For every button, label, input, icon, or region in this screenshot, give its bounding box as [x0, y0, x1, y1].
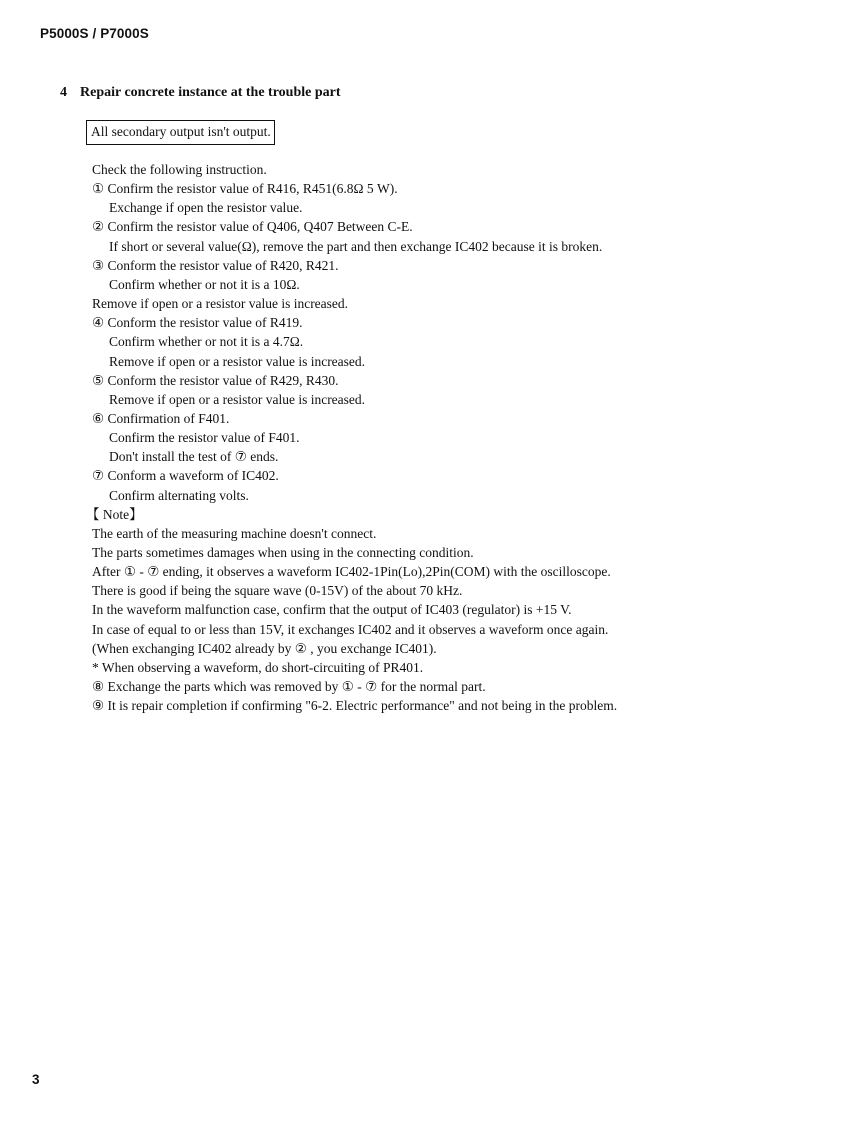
instruction-line: There is good if being the square wave (0-15V) of the about 70 kHz.: [92, 583, 463, 599]
instruction-line: ⑧ Exchange the parts which was removed by ① - ⑦ for the normal part.: [92, 679, 486, 695]
instruction-line: In case of equal to or less than 15V, it exchanges IC402 and it observes a waveform once again.: [92, 621, 609, 637]
section-title: Repair concrete instance at the trouble part: [80, 85, 341, 100]
instruction-line: Remove if open or a resistor value is increased.: [92, 296, 349, 312]
symptom-box: All secondary output isn't output.: [86, 120, 275, 145]
instruction-line: ⑦ Conform a waveform of IC402.: [92, 468, 279, 484]
instruction-line: Exchange if open the resistor value.: [109, 200, 303, 216]
instruction-line: Don't install the test of ⑦ ends.: [109, 449, 279, 465]
instruction-line: ③ Conform the resistor value of R420, R421.: [92, 257, 339, 273]
model-header: P5000S / P7000S: [40, 26, 149, 41]
instruction-line: ⑥ Confirmation of F401.: [92, 410, 230, 426]
instruction-line: ⑨ It is repair completion if confirming "6-2. Electric performance" and not being in the problem.: [92, 698, 618, 714]
instruction-line: If short or several value(Ω), remove the part and then exchange IC402 because it is broken.: [109, 238, 603, 254]
instruction-line: Confirm the resistor value of F401.: [109, 430, 300, 446]
instruction-line: ② Confirm the resistor value of Q406, Q407 Between C-E.: [92, 219, 413, 235]
instruction-line: The parts sometimes damages when using in the connecting condition.: [92, 545, 474, 560]
instruction-line: The earth of the measuring machine doesn't connect.: [92, 525, 377, 541]
instruction-line: Check the following instruction.: [92, 162, 267, 177]
instruction-line: * When observing a waveform, do short-circuiting of PR401.: [92, 659, 424, 675]
instruction-line: (When exchanging IC402 already by ② , you exchange IC401).: [92, 640, 437, 656]
instruction-line: ④ Conform the resistor value of R419.: [92, 315, 303, 331]
section-number: 4: [60, 85, 67, 100]
instruction-line: Remove if open or a resistor value is increased.: [109, 391, 366, 407]
instruction-line: Confirm whether or not it is a 4.7Ω.: [109, 334, 304, 350]
instruction-line: After ① - ⑦ ending, it observes a waveform IC402-1Pin(Lo),2Pin(COM) with the oscilloscope.: [92, 564, 611, 580]
instruction-line: ⑤ Conform the resistor value of R429, R430.: [92, 372, 339, 388]
page-number: 3: [32, 1072, 40, 1087]
instruction-line: In the waveform malfunction case, confirm that the output of IC403 (regulator) is +15 V.: [92, 602, 572, 618]
instruction-line: Remove if open or a resistor value is increased.: [109, 353, 366, 369]
instruction-line: ① Confirm the resistor value of R416, R451(6.8Ω 5 W).: [92, 181, 398, 197]
instruction-line: Confirm whether or not it is a 10Ω.: [109, 276, 300, 292]
section-heading: [60, 85, 341, 101]
instruction-line: Confirm alternating volts.: [109, 487, 249, 503]
note-heading: 【 Note】: [86, 506, 143, 522]
